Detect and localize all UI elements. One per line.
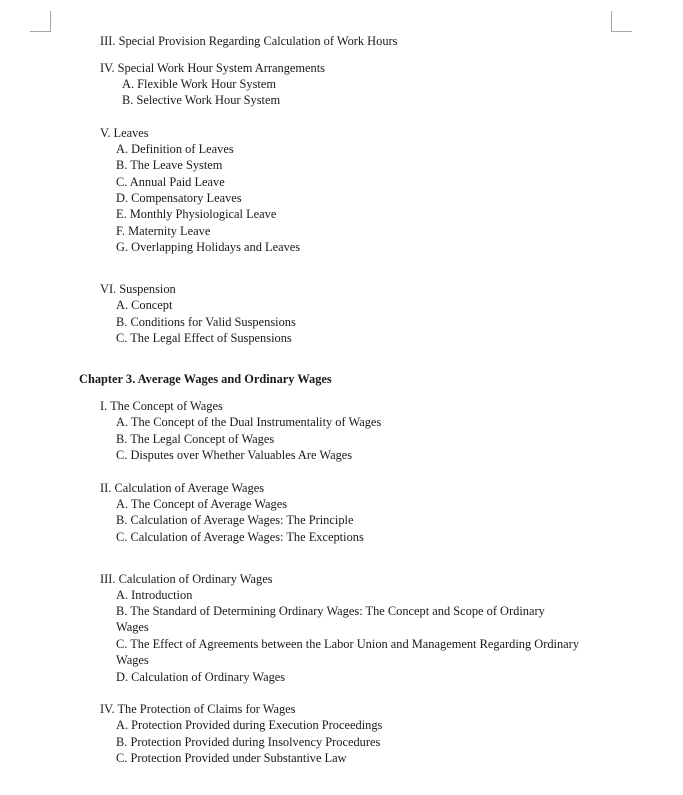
toc-subsection: A. Protection Provided during Execution Proceedings <box>116 718 383 732</box>
toc-subsection: C. Protection Provided under Substantive Law <box>116 751 347 765</box>
toc-subsection: D. Compensatory Leaves <box>116 191 242 205</box>
toc-section: IV. Special Work Hour System Arrangements <box>100 61 325 75</box>
crop-mark-top-right <box>611 11 632 32</box>
toc-subsection: E. Monthly Physiological Leave <box>116 207 277 221</box>
toc-section: I. The Concept of Wages <box>100 399 223 413</box>
toc-subsection: G. Overlapping Holidays and Leaves <box>116 240 301 254</box>
chapter-heading: Chapter 3. Average Wages and Ordinary Wages <box>79 372 332 386</box>
toc-section: III. Special Provision Regarding Calculation of Work Hours <box>100 34 398 48</box>
toc-subsection: C. The Legal Effect of Suspensions <box>116 331 292 345</box>
toc-subsection-continued: Wages <box>116 620 149 634</box>
toc-subsection: D. Calculation of Ordinary Wages <box>116 670 286 684</box>
toc-subsection: A. The Concept of the Dual Instrumentality of Wages <box>116 415 382 429</box>
toc-section: VI. Suspension <box>100 282 176 296</box>
toc-subsection: C. The Effect of Agreements between the Labor Union and Management Regarding Ordinary <box>116 637 580 651</box>
toc-subsection: C. Annual Paid Leave <box>116 175 225 189</box>
toc-subsection: C. Disputes over Whether Valuables Are Wages <box>116 448 353 462</box>
toc-subsection: A. Concept <box>116 298 173 312</box>
toc-section: II. Calculation of Average Wages <box>100 481 265 495</box>
toc-subsection: A. The Concept of Average Wages <box>116 497 288 511</box>
toc-subsection: A. Definition of Leaves <box>116 142 234 156</box>
toc-subsection: B. Conditions for Valid Suspensions <box>116 315 296 329</box>
toc-section: IV. The Protection of Claims for Wages <box>100 702 296 716</box>
toc-subsection: B. The Legal Concept of Wages <box>116 432 275 446</box>
toc-subsection-continued: Wages <box>116 653 149 667</box>
toc-subsection: B. Selective Work Hour System <box>122 93 281 107</box>
toc-subsection: A. Introduction <box>116 588 193 602</box>
toc-section: III. Calculation of Ordinary Wages <box>100 572 273 586</box>
toc-subsection: A. Flexible Work Hour System <box>122 77 276 91</box>
toc-section: V. Leaves <box>100 126 149 140</box>
crop-mark-top-left <box>30 11 51 32</box>
toc-subsection: B. The Leave System <box>116 158 223 172</box>
toc-subsection: B. Calculation of Average Wages: The Principle <box>116 513 354 527</box>
toc-subsection: B. The Standard of Determining Ordinary Wages: The Concept and Scope of Ordinary <box>116 604 545 618</box>
toc-subsection: F. Maternity Leave <box>116 224 211 238</box>
toc-subsection: B. Protection Provided during Insolvency Procedures <box>116 735 381 749</box>
toc-subsection: C. Calculation of Average Wages: The Exceptions <box>116 530 364 544</box>
